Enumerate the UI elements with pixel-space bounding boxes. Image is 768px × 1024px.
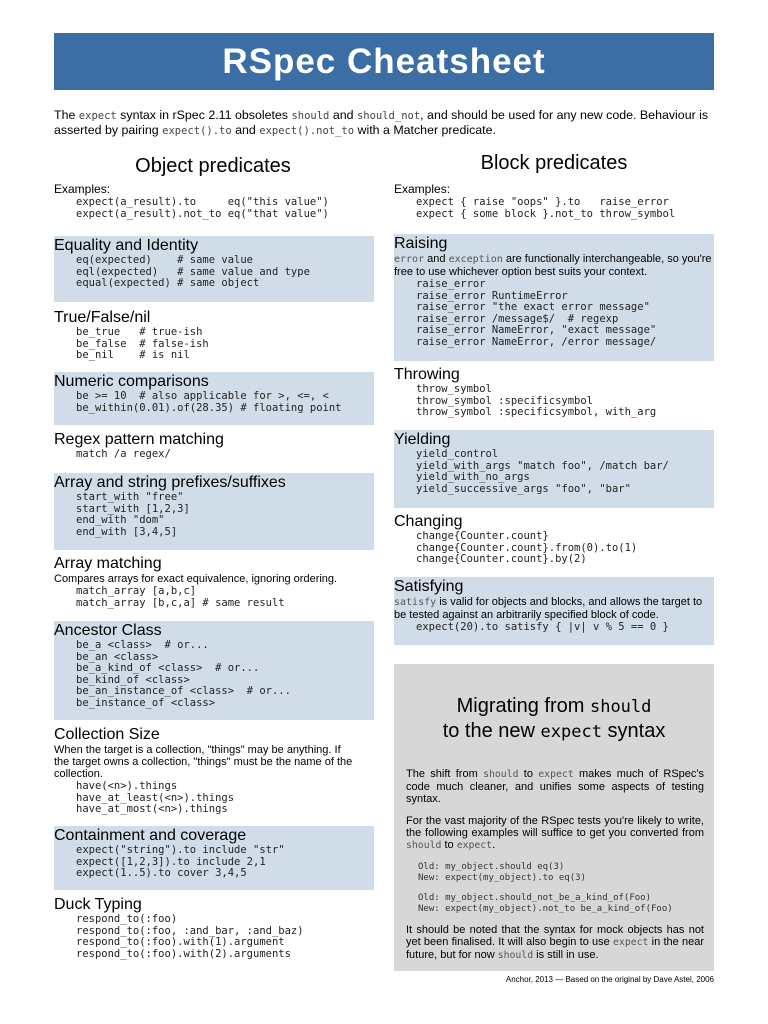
para-text: .	[492, 839, 496, 851]
section-containment	[54, 826, 374, 890]
section-title: Regex pattern matching	[54, 431, 224, 448]
section-code: change{Counter.count} change{Counter.count}.from(0).to(1) change{Counter.count}.by(2)	[416, 530, 638, 565]
para-code: should	[406, 840, 442, 851]
section-code: yield_control yield_with_args "match foo", /match bar/ yield_with_no_args yield_successive_args "foo", "bar"	[416, 448, 669, 495]
section-changing	[394, 512, 714, 566]
section-title: Collection Size	[54, 726, 160, 743]
intro-text: , and should be used for any new code. Behaviour is asserted by pairing	[54, 108, 709, 137]
block-predicates-heading: Block predicates	[480, 152, 628, 174]
intro-text: syntax in rSpec 2.11 obsoletes	[116, 108, 292, 122]
migration-box	[394, 664, 714, 971]
para-text: For the vast majority of the RSpec tests you're likely to write, the following examples will suffice to get you converted from	[406, 815, 704, 839]
page-title: RSpec Cheatsheet	[54, 33, 714, 90]
section-code: match /a regex/	[76, 448, 171, 460]
section-code: have(<n>).things have_at_least(<n>).things have_at_most(<n>).things	[76, 780, 235, 815]
section-satisfying	[394, 577, 714, 645]
intro-code: expect().not_to	[259, 125, 355, 137]
section-code: be_true # true-ish be_false # false-ish be_nil # is nil	[76, 326, 209, 361]
para-text: The shift from	[406, 768, 484, 780]
section-prefixes	[54, 473, 374, 550]
para-code: expect	[456, 840, 493, 851]
section-description: When the target is a collection, "things" may be anything. If the target owns a collection, "things" must be the name of the collection.	[54, 744, 353, 780]
object-predicates-heading: Object predicates	[135, 155, 291, 177]
section-code: throw_symbol throw_symbol :specificsymbol throw_symbol :specificsymbol, with_arg	[416, 383, 657, 418]
desc-code: error	[394, 254, 425, 265]
para-code: should	[497, 950, 534, 961]
migration-paragraph	[406, 924, 704, 962]
section-title: Changing	[394, 513, 463, 530]
section-collection-size	[54, 725, 354, 816]
desc-code: satisfy	[394, 597, 437, 608]
intro-text: and	[231, 123, 260, 137]
examples-code: expect { raise "oops" }.to raise_error expect { some block }.not_to throw_symbol	[416, 196, 676, 220]
section-ancestor-class	[54, 621, 374, 720]
section-title: Yielding	[394, 431, 451, 448]
section-code: expect("string").to include "str" expect([1,2,3]).to include 2,1 expect(1..5).to cover 3,4,5	[76, 844, 285, 879]
para-code: expect	[613, 937, 649, 948]
desc-text: is valid for objects and blocks, and allows the target to be tested against an arbitrarily specified block of code.	[394, 596, 703, 621]
section-description: Compares arrays for exact equivalence, ignoring ordering.	[54, 573, 338, 585]
intro-text: and	[329, 108, 357, 122]
section-code: raise_error raise_error RuntimeError raise_error "the exact error message" raise_error /message$/ # regexp raise_error NameError, "exact message" raise_error NameError, /error message/	[416, 278, 657, 348]
intro-code: expect().to	[162, 125, 232, 137]
section-regex	[54, 430, 374, 461]
block-examples	[394, 182, 714, 220]
section-title: True/False/nil	[54, 309, 151, 326]
examples-code: expect(a_result).to eq("this value") expect(a_result).not_to eq("that value")	[76, 196, 329, 220]
footer-credit: Anchor, 2013 — Based on the original by Dave Astel, 2006	[505, 975, 714, 984]
title-text: to the new	[442, 720, 541, 742]
section-title: Containment and coverage	[54, 827, 247, 844]
migration-paragraph	[406, 768, 704, 805]
migration-code-example: Old: my_object.should eq(3) New: expect(my_object).to eq(3)	[418, 862, 586, 883]
section-title: Duck Typing	[54, 896, 142, 913]
intro-paragraph	[54, 108, 716, 138]
para-code: should	[483, 769, 519, 780]
intro-code: should_not	[356, 110, 421, 122]
section-equality	[54, 236, 374, 302]
para-text: makes much of RSpec's code much cleaner, and unifies some aspects of testing syntax.	[406, 768, 705, 805]
examples-label: Examples:	[54, 182, 111, 196]
examples-label: Examples:	[394, 182, 451, 196]
migration-code-example: Old: my_object.should_not_be_a_kind_of(Foo) New: expect(my_object).not_to be_a_kind_of(Foo)	[418, 893, 673, 914]
section-raising	[394, 234, 714, 361]
intro-code: expect	[78, 110, 117, 122]
section-title: Throwing	[394, 366, 460, 383]
para-text: is still in use.	[533, 949, 599, 961]
section-title: Ancestor Class	[54, 622, 162, 639]
object-examples	[54, 182, 372, 220]
section-title: Raising	[394, 235, 448, 252]
section-yielding	[394, 430, 714, 508]
title-text: Migrating from	[456, 695, 590, 717]
desc-code: exception	[448, 254, 503, 265]
section-title: Equality and Identity	[54, 237, 199, 254]
title-text: syntax	[601, 720, 666, 742]
section-array-matching	[54, 554, 374, 609]
migration-title	[394, 694, 714, 744]
title-code: expect	[540, 722, 602, 742]
para-text: It should be noted that the syntax for mock objects has not yet been finalised. It will also begin to use	[406, 924, 704, 948]
section-title: Array matching	[54, 555, 162, 572]
para-text: to	[441, 839, 457, 851]
section-description	[394, 253, 714, 278]
intro-code: should	[291, 110, 330, 122]
section-code: respond_to(:foo) respond_to(:foo, :and_bar, :and_baz) respond_to(:foo).with(1).argument respond_to(:foo).with(2).arguments	[76, 913, 304, 960]
intro-text: with a Matcher predicate.	[354, 123, 496, 137]
section-duck-typing	[54, 895, 374, 960]
section-code: eq(expected) # same value eql(expected) # same value and type equal(expected) # same object	[76, 254, 310, 289]
section-true-false-nil	[54, 308, 374, 362]
section-throwing	[394, 365, 714, 419]
migration-paragraph	[406, 815, 704, 852]
section-numeric	[54, 372, 374, 425]
intro-text: The	[54, 108, 79, 122]
section-title: Numeric comparisons	[54, 373, 209, 390]
section-title: Satisfying	[394, 578, 464, 595]
section-code: expect(20).to satisfy { |v| v % 5 == 0 }	[416, 621, 669, 633]
section-code: match_array [a,b,c] match_array [b,c,a] # same result	[76, 585, 285, 609]
section-code: be >= 10 # also applicable for >, <=, < be_within(0.01).of(28.35) # floating point	[76, 390, 342, 414]
section-code: start_with "free" start_with [1,2,3] end_with "dom" end_with [3,4,5]	[76, 491, 190, 538]
para-text: to	[518, 768, 539, 780]
section-code: be_a <class> # or... be_an <class> be_a_kind_of <class> # or... be_kind_of <class> be_an_instance_of <class> # or... be_instance_of <class>	[76, 639, 291, 709]
section-description	[394, 596, 714, 621]
title-code: should	[589, 697, 652, 717]
desc-text: are functionally interchangeable, so you're free to use whichever option best suits your context.	[394, 253, 712, 278]
section-title: Array and string prefixes/suffixes	[54, 474, 286, 491]
desc-text: and	[424, 253, 449, 265]
para-code: expect	[538, 769, 574, 780]
para-text: in the near future, but for now	[406, 936, 704, 961]
